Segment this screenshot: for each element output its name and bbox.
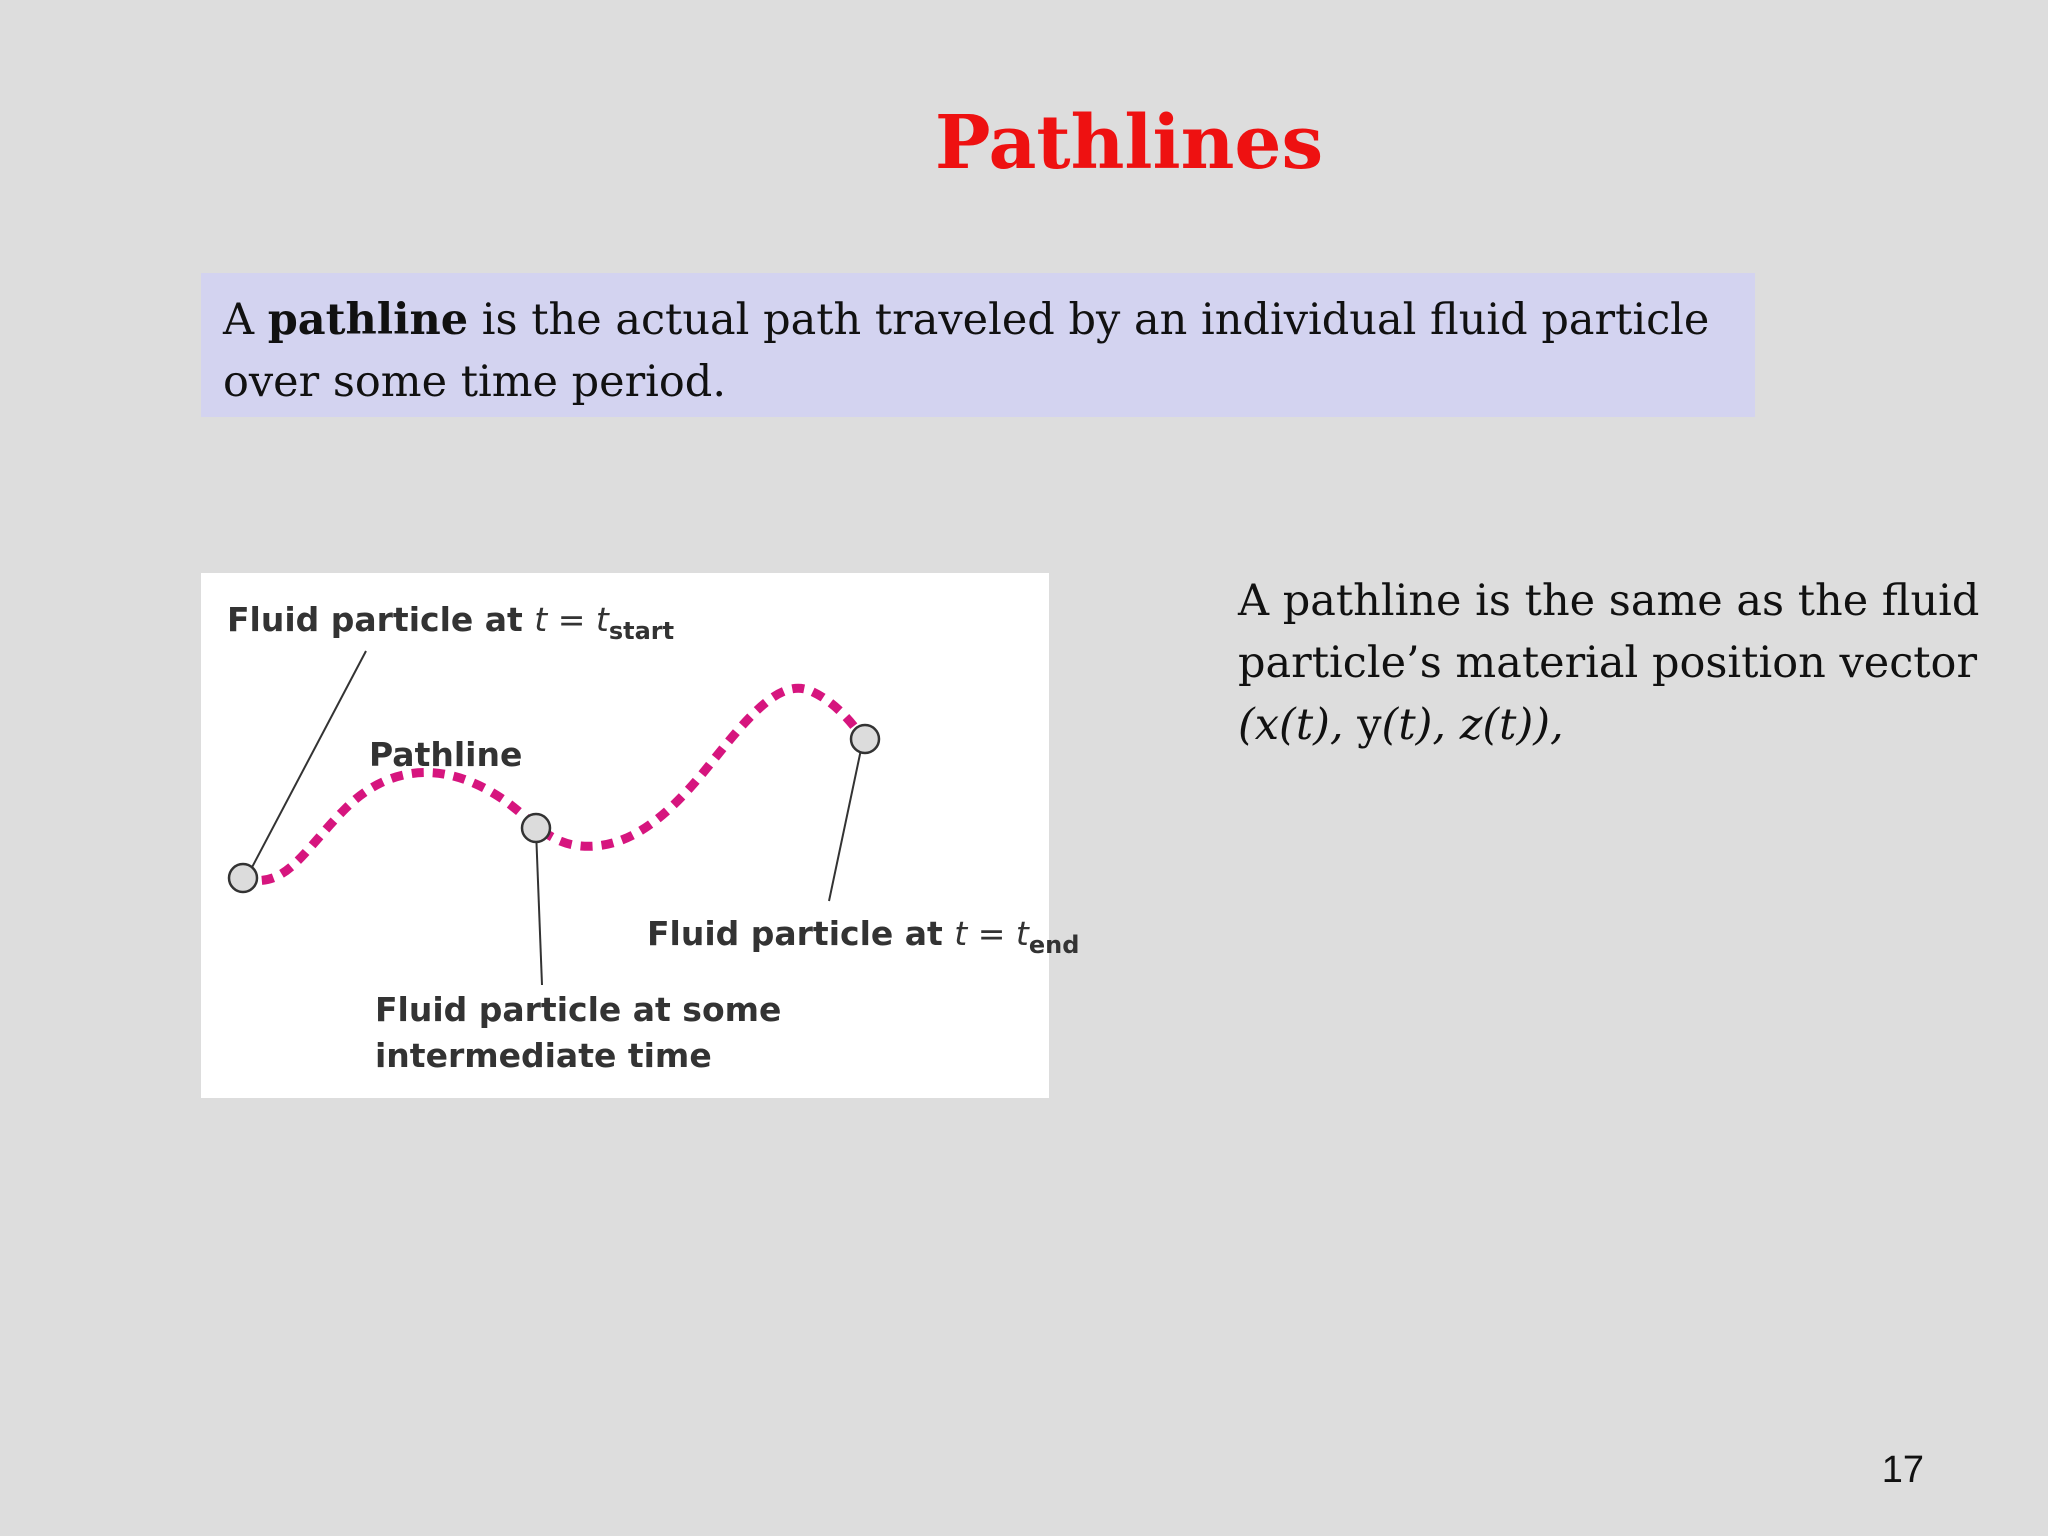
pathline-diagram <box>201 573 1080 1098</box>
label-particle-start: Fluid particle at $t = t_{start}$ <box>227 600 675 645</box>
position-vector: (x(t), y(t), z(t)), <box>1238 700 1564 750</box>
leader-line-start <box>249 651 366 873</box>
side-description <box>1238 570 1998 756</box>
definition-prefix: A <box>223 295 268 345</box>
leader-line-intermediate <box>536 830 542 985</box>
label-intermediate-line2: intermediate time <box>375 1036 712 1075</box>
definition-box <box>201 273 1755 417</box>
slide-title: Pathlines <box>934 100 1324 186</box>
leader-line-end <box>829 740 863 901</box>
side-line-2: particle’s material position vector <box>1238 638 1977 688</box>
page-number: 17 <box>1881 1449 1924 1491</box>
pathline-figure <box>201 573 1080 1098</box>
label-particle-end: Fluid particle at $t = t_{end}$ <box>647 914 1080 959</box>
label-pathline: Pathline <box>369 735 523 774</box>
side-line-1: A pathline is the same as the fluid <box>1238 576 1980 626</box>
label-intermediate-line1: Fluid particle at some <box>375 990 782 1029</box>
particle-end-circle <box>851 725 879 753</box>
definition-term: pathline <box>267 295 469 345</box>
definition-text: is the actual path traveled by an individual fluid particle over some time period. <box>223 295 1710 407</box>
pathline-curve <box>241 688 861 880</box>
particle-start-circle <box>229 864 257 892</box>
particle-intermediate-circle <box>522 814 550 842</box>
